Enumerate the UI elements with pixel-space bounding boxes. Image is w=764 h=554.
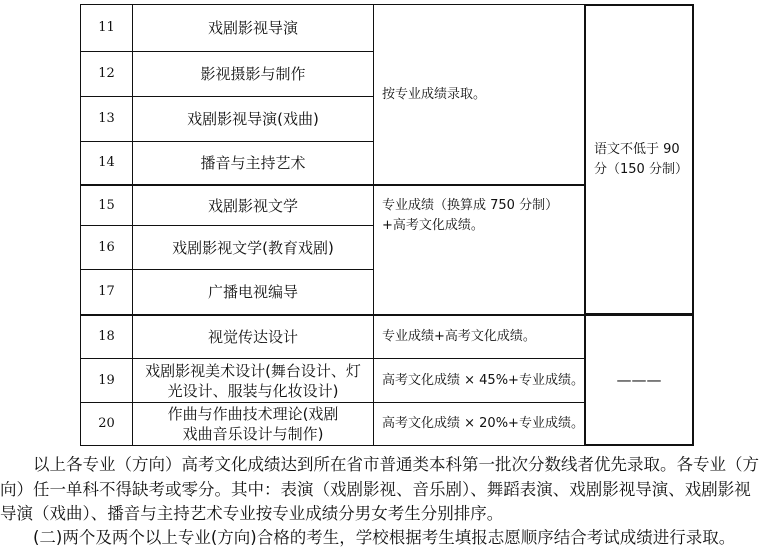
major-name: 影视摄影与制作	[132, 51, 374, 97]
major-name: 播音与主持艺术	[132, 141, 374, 185]
major-name: 作曲与作曲技术理论(戏剧戏曲音乐设计与制作)	[132, 402, 374, 446]
no-requirement: ———	[584, 314, 694, 446]
major-name: 戏剧影视导演(戏曲)	[132, 96, 374, 142]
admission-rule: 按专业成绩录取。	[373, 4, 585, 185]
admission-rule: 高考文化成绩 × 45%+专业成绩。	[373, 358, 585, 403]
major-name: 广播电视编导	[132, 269, 374, 315]
paragraph-line: 以上各专业（方向）高考文化成绩达到所在省市普通类本科第一批次分数线者优先录取。各专业（方	[0, 455, 759, 474]
row-number: 12	[80, 51, 133, 97]
chinese-score-requirement: 语文不低于 90 分（150 分制）	[584, 4, 694, 315]
row-number: 16	[80, 225, 133, 270]
paragraph-line: (二)两个及两个以上专业(方向)合格的考生，学校根据考生填报志愿顺序结合考试成绩进行录取。	[0, 528, 736, 547]
major-name: 戏剧影视美术设计(舞台设计、灯光设计、服装与化妆设计)	[132, 358, 374, 403]
admission-rule: 专业成绩（换算成 750 分制）+高考文化成绩。	[373, 184, 585, 315]
major-name: 戏剧影视文学	[132, 184, 374, 226]
row-number: 18	[80, 314, 133, 359]
major-name: 戏剧影视导演	[132, 4, 374, 52]
major-name: 视觉传达设计	[132, 314, 374, 359]
row-number: 11	[80, 4, 133, 52]
paragraph-line: 导演（戏曲）、播音与主持艺术专业按专业成绩分男女考生分别排序。	[0, 504, 504, 523]
major-name: 戏剧影视文学(教育戏剧)	[132, 225, 374, 270]
admission-rule: 专业成绩+高考文化成绩。	[373, 314, 585, 359]
row-number: 17	[80, 269, 133, 315]
row-number: 20	[80, 402, 133, 446]
row-number: 14	[80, 141, 133, 185]
admission-rule: 高考文化成绩 × 20%+专业成绩。	[373, 402, 585, 446]
row-number: 15	[80, 184, 133, 226]
row-number: 19	[80, 358, 133, 403]
paragraph-line: 向）任一单科不得缺考或零分。其中：表演（戏剧影视、音乐剧）、舞蹈表演、戏剧影视导演、戏剧影视	[0, 480, 751, 499]
row-number: 13	[80, 96, 133, 142]
